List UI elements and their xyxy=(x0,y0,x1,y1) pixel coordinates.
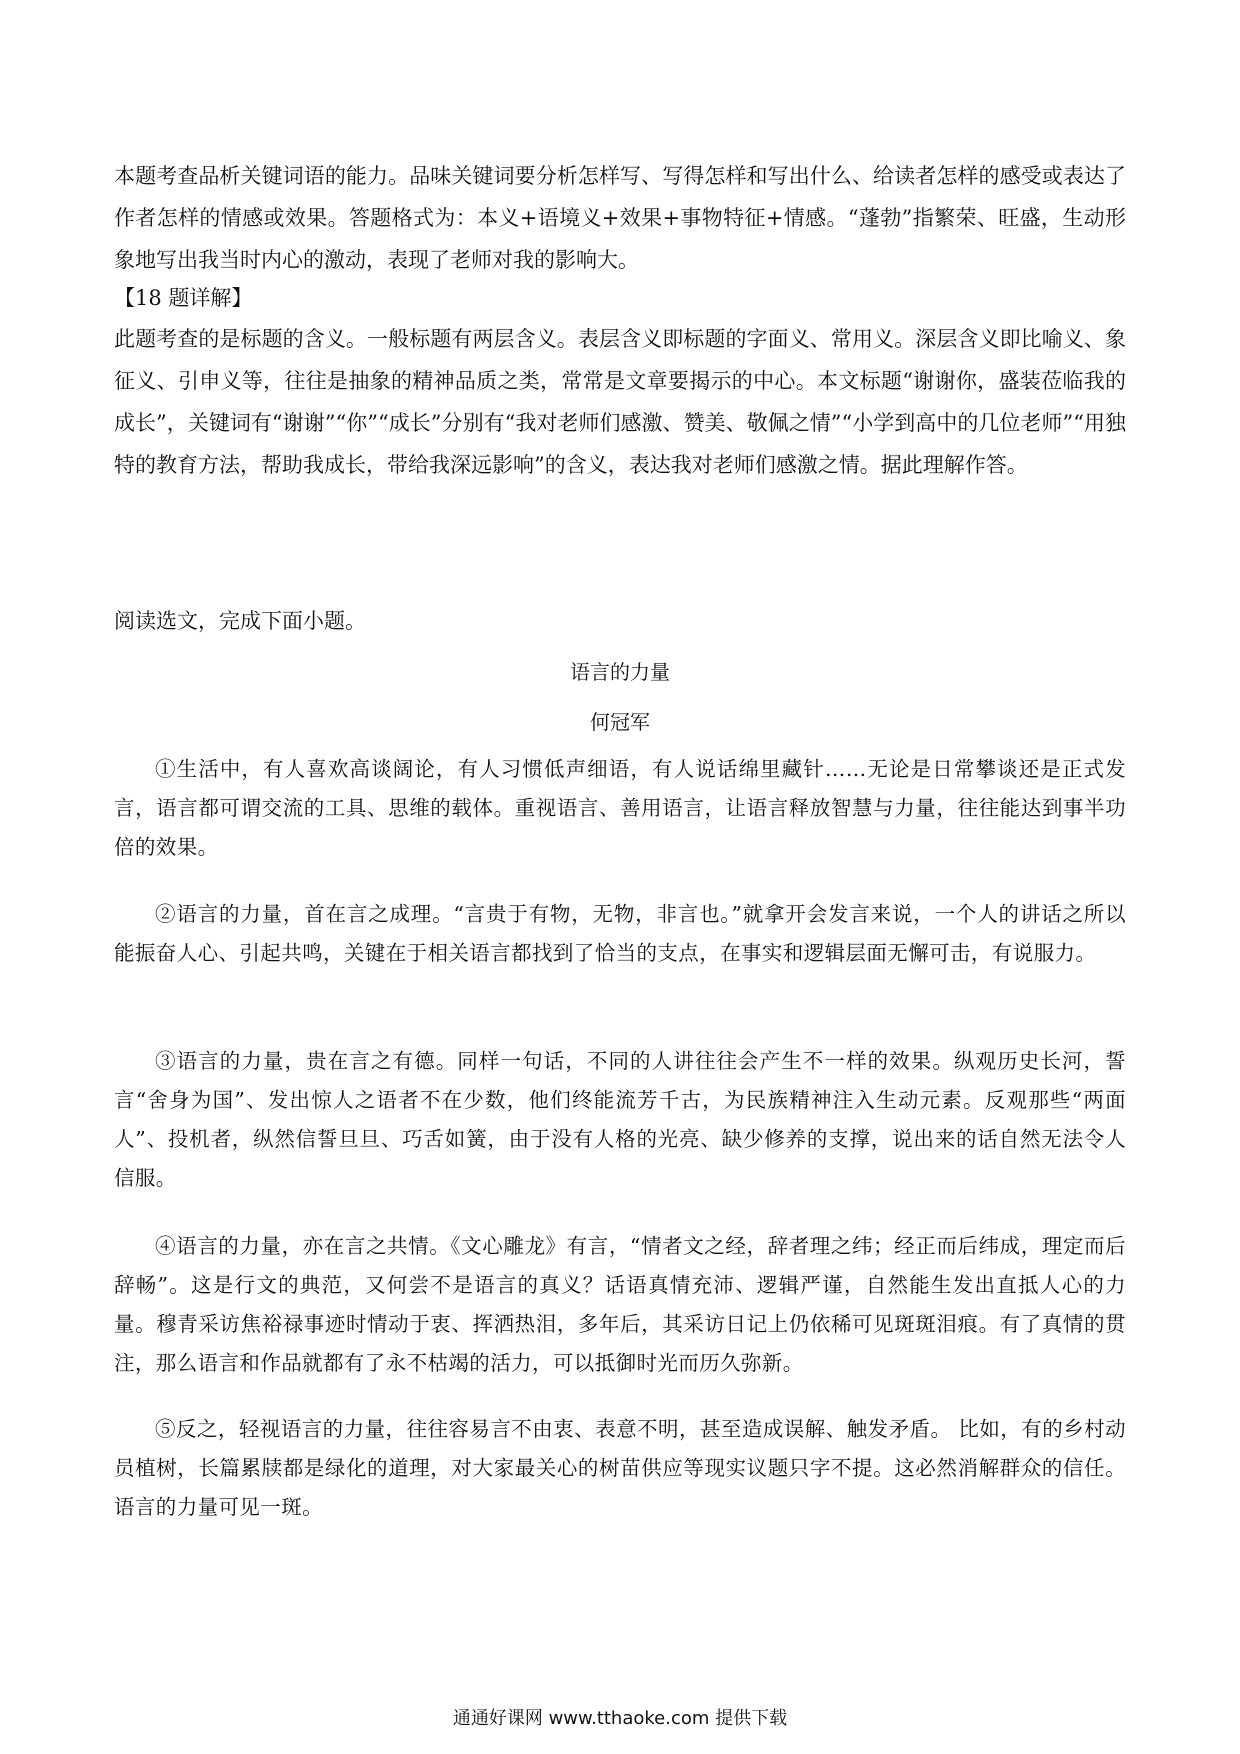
analysis-paragraph-18: 此题考查的是标题的含义。一般标题有两层含义。表层含义即标题的字面义、常用义。深层含义即比喻义、象征义、引申义等，往往是抽象的精神品质之类，常常是文章要揭示的中心。本文标题“谢谢你，盛装莅临我的成长”，关键词有“谢谢”“你”“成长”分别有“我对老师们感激、赞美、敬佩之情”“小学到高中的几位老师”“用独特的教育方法，帮助我成长，带给我深远影响”的含义，表达我对老师们感激之情。据此理解作答。 xyxy=(114,327,1126,477)
footer-source: 通通好课网 www.tthaoke.com 提供下载 xyxy=(452,1708,788,1729)
article-title: 语言的力量 xyxy=(570,660,670,684)
article-author: 何冠军 xyxy=(590,710,650,734)
analysis-paragraph-17: 本题考查品析关键词语的能力。品味关键词要分析怎样写、写得怎样和写出什么、给读者怎样的感受或表达了作者怎样的情感或效果。答题格式为：本义+语境义+效果+事物特征+情感。“蓬勃”指繁荣、旺盛，生动形象地写出我当时内心的激动，表现了老师对我的影响大。 xyxy=(114,164,1126,272)
article-paragraph-2: ②语言的力量，首在言之成理。“言贵于有物，无物，非言也。”就拿开会发言来说，一个人的讲话之所以能振奋人心、引起共鸣，关键在于相关语言都找到了恰当的支点，在事实和逻辑层面无懈可击，有说服力。 xyxy=(114,902,1126,965)
question-18-heading: 【18 题详解】 xyxy=(114,286,253,310)
article-paragraph-3: ③语言的力量，贵在言之有德。同样一句话，不同的人讲往往会产生不一样的效果。纵观历史长河，誓言“舍身为国”、发出惊人之语者不在少数，他们终能流芳千古，为民族精神注入生动元素。反观那些“两面人”、投机者，纵然信誓旦旦、巧舌如簧，由于没有人格的光亮、缺少修养的支撑，说出来的话自然无法令人信服。 xyxy=(114,1049,1126,1190)
reading-instruction: 阅读选文，完成下面小题。 xyxy=(114,609,366,633)
article-paragraph-1: ①生活中，有人喜欢高谈阔论，有人习惯低声细语，有人说话绵里藏针……无论是日常攀谈还是正式发言，语言都可谓交流的工具、思维的载体。重视语言、善用语言，让语言释放智慧与力量，往往能达到事半功倍的效果。 xyxy=(114,757,1126,859)
article-paragraph-4: ④语言的力量，亦在言之共情。《文心雕龙》有言，“情者文之经，辞者理之纬；经正而后纬成，理定而后辞畅”。这是行文的典范，又何尝不是语言的真义？话语真情充沛、逻辑严谨，自然能生发出直抵人心的力量。穆青采访焦裕禄事迹时情动于衷、挥洒热泪，多年后，其采访日记上仍依稀可见斑斑泪痕。有了真情的贯注，那么语言和作品就都有了永不枯竭的活力，可以抵御时光而历久弥新。 xyxy=(114,1234,1126,1375)
article-paragraph-5: ⑤反之，轻视语言的力量，往往容易言不由衷、表意不明，甚至造成误解、触发矛盾。 比如，有的乡村动员植树，长篇累牍都是绿化的道理，对大家最关心的树苗供应等现实议题只字不提。这必然消解群众的信任。语言的力量可见一斑。 xyxy=(114,1417,1126,1519)
